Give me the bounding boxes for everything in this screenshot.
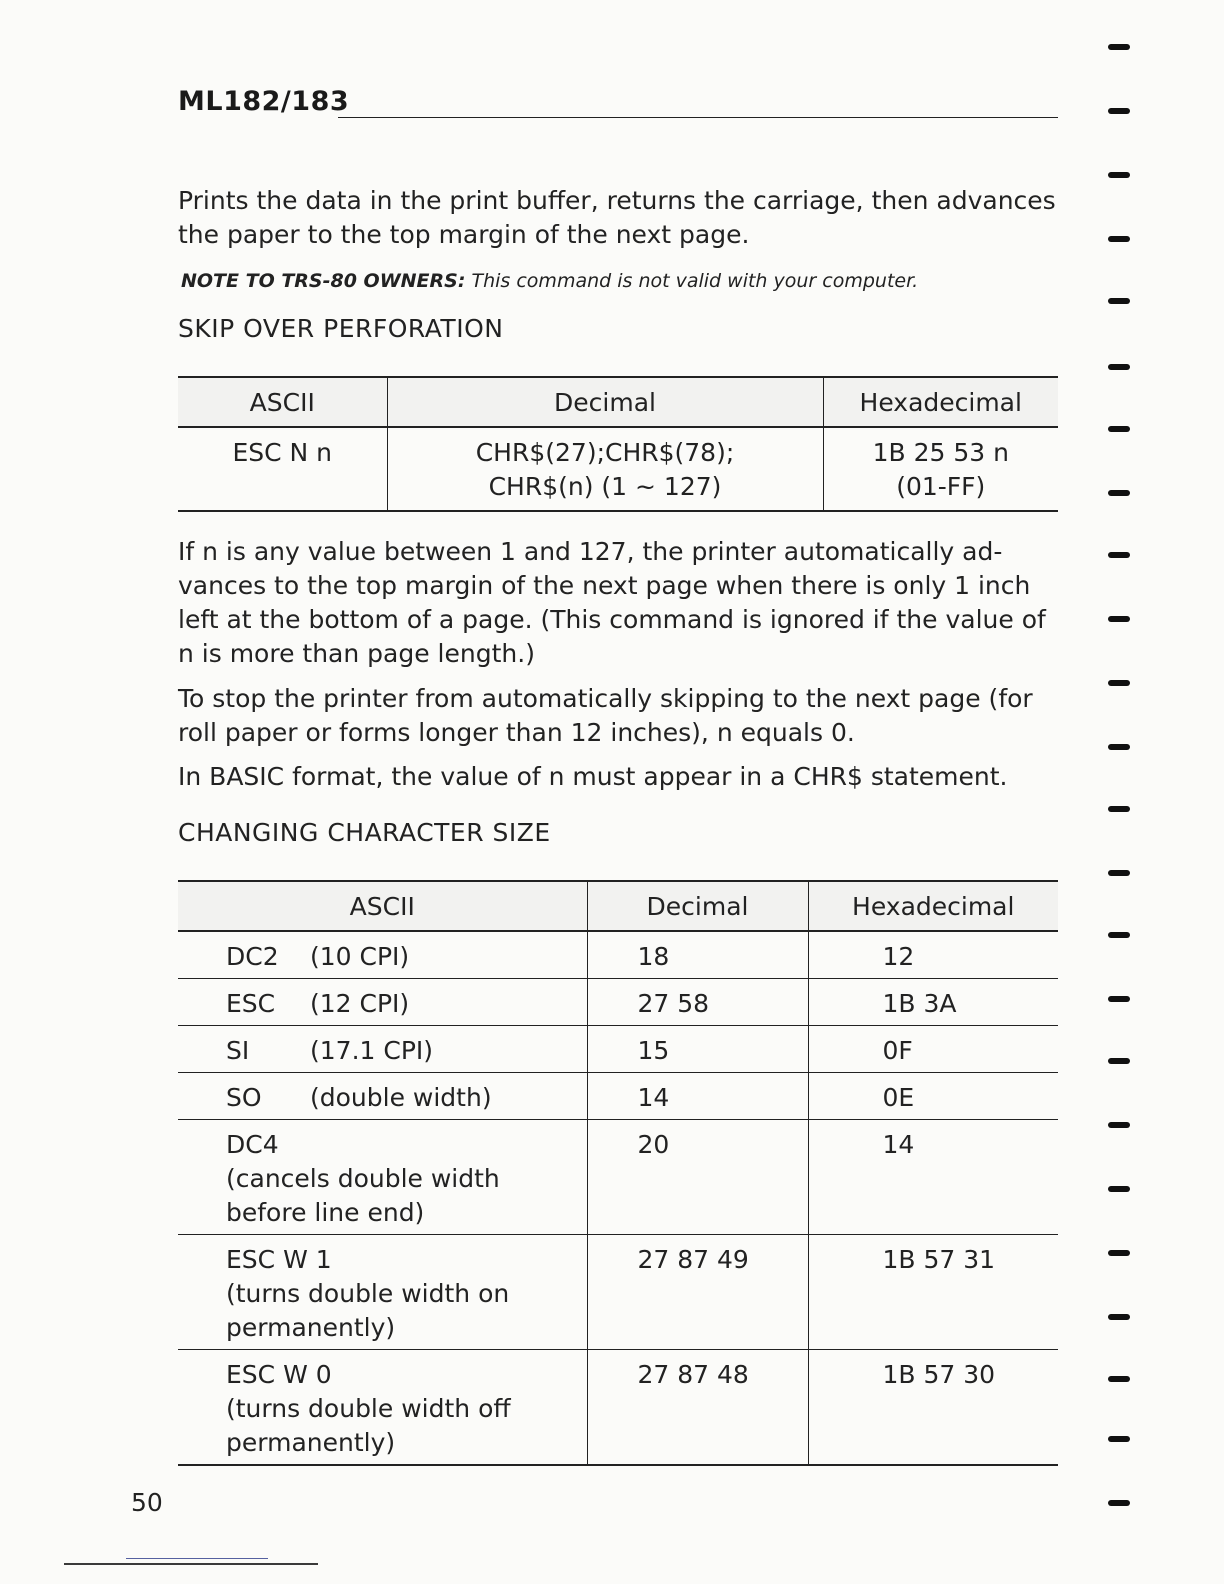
header-title: ML182/183 bbox=[178, 86, 355, 117]
scan-bottom-line bbox=[64, 1563, 318, 1565]
edge-mark bbox=[1108, 1500, 1130, 1506]
edge-mark bbox=[1108, 298, 1130, 304]
section-heading-character-size: CHANGING CHARACTER SIZE bbox=[178, 818, 551, 847]
edge-mark bbox=[1108, 44, 1130, 50]
section-heading-skip-perforation: SKIP OVER PERFORATION bbox=[178, 314, 504, 343]
ascii-description-line1: (cancels double width bbox=[226, 1164, 500, 1193]
edge-mark bbox=[1108, 236, 1130, 242]
edge-mark bbox=[1108, 996, 1130, 1002]
cell-decimal: 18 bbox=[587, 931, 808, 979]
table-row bbox=[178, 1350, 1058, 1466]
cell-hexadecimal: 1B 57 31 bbox=[808, 1235, 1058, 1350]
edge-mark bbox=[1108, 1436, 1130, 1442]
edge-mark bbox=[1108, 1314, 1130, 1320]
table-row bbox=[178, 931, 1058, 979]
ascii-code: DC4 bbox=[226, 1130, 279, 1159]
ascii-code: SI bbox=[226, 1036, 250, 1065]
cell-decimal: 27 87 48 bbox=[587, 1350, 808, 1466]
edge-mark bbox=[1108, 616, 1130, 622]
cell-decimal: 27 58 bbox=[587, 979, 808, 1026]
edge-mark bbox=[1108, 1376, 1130, 1382]
table-header-row bbox=[178, 377, 1058, 427]
cell-ascii bbox=[178, 1073, 587, 1120]
paragraph-stop-skipping: To stop the printer from automatically skipping to the next page (for roll paper or forms longer than 12 inches), n equals 0. bbox=[178, 684, 1033, 747]
edge-mark bbox=[1108, 108, 1130, 114]
cell-ascii bbox=[178, 1235, 587, 1350]
table-row bbox=[178, 1235, 1058, 1350]
ascii-description-line1: (turns double width on bbox=[226, 1279, 510, 1308]
paragraph-basic-format: In BASIC format, the value of n must appear in a CHR$ statement. bbox=[178, 762, 1008, 791]
cell-ascii bbox=[178, 979, 587, 1026]
edge-mark bbox=[1108, 806, 1130, 812]
column-header-ascii: ASCII bbox=[178, 377, 387, 427]
ascii-description: (double width) bbox=[310, 1083, 492, 1112]
column-header-decimal: Decimal bbox=[587, 881, 808, 931]
table-row bbox=[178, 1073, 1058, 1120]
scan-bottom-line-accent bbox=[126, 1558, 268, 1559]
ascii-code: ESC bbox=[226, 989, 276, 1018]
cell-hexadecimal bbox=[823, 427, 1058, 511]
column-header-hexadecimal: Hexadecimal bbox=[808, 881, 1058, 931]
page-number: 50 bbox=[131, 1488, 163, 1517]
column-header-decimal: Decimal bbox=[387, 377, 823, 427]
header-rule bbox=[338, 117, 1058, 118]
ascii-description: (12 CPI) bbox=[310, 989, 410, 1018]
cell-decimal bbox=[387, 427, 823, 511]
ascii-description-line2: permanently) bbox=[226, 1428, 396, 1457]
cell-hexadecimal: 12 bbox=[808, 931, 1058, 979]
cell-ascii bbox=[178, 1350, 587, 1466]
ascii-code: DC2 bbox=[226, 942, 279, 971]
cell-ascii: ESC N n bbox=[232, 438, 333, 467]
cell-decimal-line2: CHR$(n) (1 ~ 127) bbox=[488, 472, 722, 501]
paragraph-skip-explanation: If n is any value between 1 and 127, the printer automatically ad-vances to the top margin of the next page when there is only 1 inch left at the bottom of a page. (This command is ignored if the value of n is more than page length.) bbox=[178, 537, 1046, 668]
cell-hexadecimal: 1B 57 30 bbox=[808, 1350, 1058, 1466]
cell-decimal: 20 bbox=[587, 1120, 808, 1235]
character-size-table bbox=[178, 880, 1058, 1466]
edge-mark bbox=[1108, 1186, 1130, 1192]
page-edge-binding-marks bbox=[1108, 0, 1148, 1584]
cell-hex-line2: (01-FF) bbox=[896, 472, 986, 501]
cell-decimal: 15 bbox=[587, 1026, 808, 1073]
edge-mark bbox=[1108, 744, 1130, 750]
trs80-note bbox=[181, 270, 918, 292]
edge-mark bbox=[1108, 1122, 1130, 1128]
edge-mark bbox=[1108, 932, 1130, 938]
ascii-description-line2: before line end) bbox=[226, 1198, 425, 1227]
cell-hexadecimal: 0E bbox=[808, 1073, 1058, 1120]
ascii-code: ESC W 0 bbox=[226, 1360, 332, 1389]
cell-decimal: 27 87 49 bbox=[587, 1235, 808, 1350]
edge-mark bbox=[1108, 490, 1130, 496]
table-row bbox=[178, 427, 1058, 511]
cell-hexadecimal: 1B 3A bbox=[808, 979, 1058, 1026]
note-label: NOTE TO TRS-80 OWNERS: bbox=[181, 270, 466, 292]
edge-mark bbox=[1108, 552, 1130, 558]
cell-ascii bbox=[178, 1120, 587, 1235]
column-header-hexadecimal: Hexadecimal bbox=[823, 377, 1058, 427]
cell-decimal-line1: CHR$(27);CHR$(78); bbox=[475, 438, 735, 467]
edge-mark bbox=[1108, 1058, 1130, 1064]
ascii-description: (17.1 CPI) bbox=[310, 1036, 434, 1065]
cell-ascii bbox=[178, 1026, 587, 1073]
skip-perforation-table bbox=[178, 376, 1058, 512]
edge-mark bbox=[1108, 680, 1130, 686]
table-row bbox=[178, 1026, 1058, 1073]
edge-mark bbox=[1108, 870, 1130, 876]
table-row bbox=[178, 1120, 1058, 1235]
cell-decimal: 14 bbox=[587, 1073, 808, 1120]
cell-hexadecimal: 14 bbox=[808, 1120, 1058, 1235]
edge-mark bbox=[1108, 364, 1130, 370]
cell-hexadecimal: 0F bbox=[808, 1026, 1058, 1073]
ascii-code: ESC W 1 bbox=[226, 1245, 332, 1274]
column-header-ascii: ASCII bbox=[178, 881, 587, 931]
cell-hex-line1: 1B 25 53 n bbox=[872, 438, 1009, 467]
note-text: This command is not valid with your computer. bbox=[471, 270, 919, 292]
ascii-description-line2: permanently) bbox=[226, 1313, 396, 1342]
edge-mark bbox=[1108, 172, 1130, 178]
edge-mark bbox=[1108, 1250, 1130, 1256]
page-header bbox=[178, 86, 1058, 126]
ascii-description-line1: (turns double width off bbox=[226, 1394, 511, 1423]
intro-paragraph: Prints the data in the print buffer, returns the carriage, then advances the paper to the top margin of the next page. bbox=[178, 186, 1056, 249]
table-header-row bbox=[178, 881, 1058, 931]
ascii-description: (10 CPI) bbox=[310, 942, 410, 971]
ascii-code: SO bbox=[226, 1083, 262, 1112]
table-row bbox=[178, 979, 1058, 1026]
edge-mark bbox=[1108, 426, 1130, 432]
cell-ascii bbox=[178, 931, 587, 979]
